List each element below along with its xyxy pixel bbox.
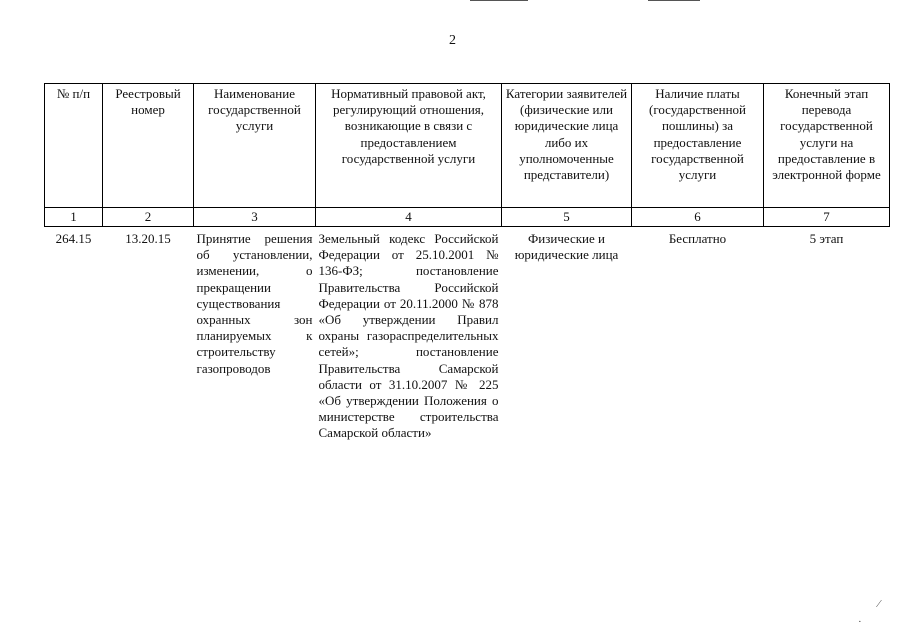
column-number: 6	[632, 208, 764, 227]
row-fee: Бесплатно	[668, 231, 727, 246]
pen-mark: ⁄	[878, 598, 880, 610]
column-number: 4	[316, 208, 502, 227]
table-row	[45, 227, 890, 443]
column-number: 7	[764, 208, 890, 227]
header-cell-fee: Наличие платы (государственной пошлины) за предоставление государственной услуги	[632, 84, 764, 208]
row-applicant-categories: Физические и юридические лица	[514, 231, 619, 263]
column-number: 5	[502, 208, 632, 227]
row-registry-number: 13.20.15	[125, 231, 171, 246]
header-cell-number: № п/п	[45, 84, 103, 208]
services-table	[44, 83, 890, 443]
row-legal-act: Земельный кодекс Российской Федерации от 25.10.2001 № 136-ФЗ; постановление Правительства Российской Федерации от 20.11.2000 № 878 «Об утверждении Правил охраны газораспределительных сетей»; постановление Правительства Самарской области от 31.10.2007 № 225 «Об утверждении Положения о министерстве строительства Самарской области»	[318, 231, 499, 441]
column-number: 1	[45, 208, 103, 227]
column-number: 3	[194, 208, 316, 227]
column-number-row	[45, 208, 890, 227]
row-final-stage: 5 этап	[809, 231, 844, 246]
header-cell-applicants: Категории заявителей (физические или юридические лица либо их уполномоченные представители)	[502, 84, 632, 208]
row-number: 264.15	[55, 231, 92, 246]
scan-edge-mark	[648, 0, 700, 1]
column-number: 2	[103, 208, 194, 227]
header-row	[45, 84, 890, 208]
header-cell-service: Наименование государственной услуги	[194, 84, 316, 208]
header-cell-registry: Реестровый номер	[103, 84, 194, 208]
pen-mark: ·	[858, 616, 862, 628]
header-cell-act: Нормативный правовой акт, регулирующий отношения, возникающие в связи с предоставлением государственной услуги	[316, 84, 502, 208]
scan-edge-mark	[470, 0, 528, 1]
header-cell-stage: Конечный этап перевода государственной услуги на предоставление в электронной форме	[764, 84, 890, 208]
page-number: 2	[449, 33, 456, 48]
row-service-name: Принятие решения об установлении, изменении, о прекращении существования охранных зон планируемых к строительству газопроводов	[196, 231, 313, 376]
